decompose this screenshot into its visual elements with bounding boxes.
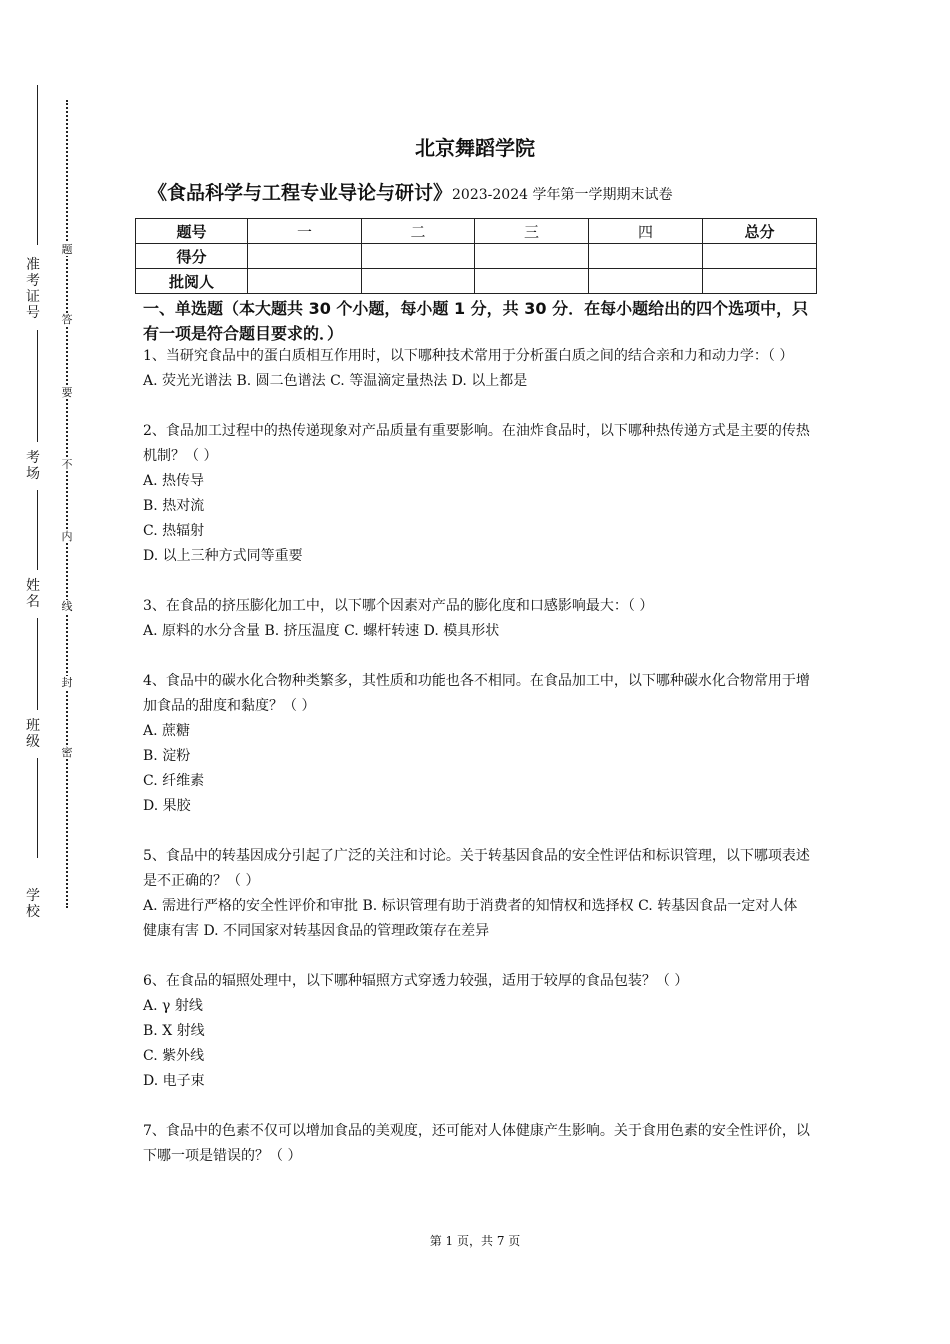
question-option: C. 热辐射 (143, 523, 205, 539)
question-option: A. γ 射线 (143, 998, 203, 1014)
question-option: B. 热对流 (143, 498, 205, 514)
score-row-label: 得分 (136, 244, 248, 269)
seal-char: 线 (61, 600, 73, 613)
binding-rule (37, 758, 38, 858)
school-label: 学校 (26, 888, 40, 920)
question-stem: 7、食品中的色素不仅可以增加食品的美观度，还可能对人体健康产生影响。关于食用色素的安全性评价，以下哪一项是错误的？（ ） (143, 1123, 810, 1164)
binding-rule (37, 85, 38, 245)
question-option: C. 纤维素 (143, 773, 205, 789)
term-label: 2023-2024 学年第一学期期末试卷 (452, 187, 673, 203)
question-stem: 4、食品中的碳水化合物种类繁多，其性质和功能也各不相同。在食品加工中，以下哪种碳水化合物常用于增加食品的甜度和黏度？（ ） (143, 673, 810, 714)
class-label: 班级 (26, 718, 40, 750)
score-table-header: 一 (248, 219, 362, 244)
score-cell[interactable] (589, 244, 703, 269)
question-stem: 6、在食品的辐照处理中，以下哪种辐照方式穿透力较强，适用于较厚的食品包装？（ ） (143, 973, 689, 989)
exam-number-label: 准考证号 (26, 257, 40, 321)
binding-rule (37, 618, 38, 710)
question-options: A. 原料的水分含量 B. 挤压温度 C. 螺杆转速 D. 模具形状 (143, 623, 500, 639)
question-option: B. 淀粉 (143, 748, 191, 764)
grader-cell[interactable] (475, 269, 589, 294)
question-stem: 2、食品加工过程中的热传递现象对产品质量有重要影响。在油炸食品时，以下哪种热传递方式是主要的传热机制？（ ） (143, 423, 810, 464)
exam-title (148, 178, 672, 205)
question-option: D. 果胶 (143, 798, 191, 814)
seal-char: 密 (61, 746, 73, 759)
question-item (143, 969, 811, 1094)
question-option: D. 以上三种方式同等重要 (143, 548, 303, 564)
score-table-header: 题号 (136, 219, 248, 244)
question-stem: 5、食品中的转基因成分引起了广泛的关注和讨论。关于转基因食品的安全性评估和标识管理，以下哪项表述是不正确的？（ ） (143, 848, 810, 889)
school-title: 北京舞蹈学院 (415, 136, 535, 160)
score-table-header: 总分 (703, 219, 817, 244)
question-stem: 1、当研究食品中的蛋白质相互作用时，以下哪种技术常用于分析蛋白质之间的结合亲和力和动力学：（ ） (143, 348, 794, 364)
question-option: A. 热传导 (143, 473, 205, 489)
score-cell[interactable] (475, 244, 589, 269)
question-option: A. 蔗糖 (143, 723, 191, 739)
question-item (143, 844, 811, 944)
course-name: 《食品科学与工程专业导论与研讨》 (148, 182, 453, 204)
question-options: A. 需进行严格的安全性评价和审批 B. 标识管理有助于消费者的知情权和选择权 C. 转基因食品一定对人体健康有害 D. 不同国家对转基因食品的管理政策存在差异 (143, 898, 798, 939)
grader-cell[interactable] (248, 269, 362, 294)
section-heading: 一、单选题（本大题共 30 个小题，每小题 1 分，共 30 分．在每小题给出的四个选项中，只有一项是符合题目要求的．） (143, 299, 809, 343)
score-table-header: 二 (362, 219, 475, 244)
seal-dotted-line (66, 100, 68, 908)
grader-cell[interactable] (362, 269, 475, 294)
question-option: D. 电子束 (143, 1073, 205, 1089)
score-table-header: 四 (589, 219, 703, 244)
score-row (136, 244, 817, 269)
seal-char: 内 (61, 530, 73, 543)
score-cell[interactable] (248, 244, 362, 269)
grader-cell[interactable] (589, 269, 703, 294)
grader-row-label: 批阅人 (136, 269, 248, 294)
question-option: B. X 射线 (143, 1023, 205, 1039)
grader-cell[interactable] (703, 269, 817, 294)
seal-char: 封 (61, 676, 73, 689)
question-item (143, 419, 811, 569)
question-stem: 3、在食品的挤压膨化加工中，以下哪个因素对产品的膨化度和口感影响最大：（ ） (143, 598, 654, 614)
question-item (143, 669, 811, 819)
binding-rule (37, 490, 38, 570)
grader-row (136, 269, 817, 294)
seal-char: 要 (61, 386, 73, 399)
question-item (143, 344, 811, 394)
seal-char: 题 (61, 243, 73, 256)
page-number: 第 1 页，共 7 页 (429, 1234, 521, 1248)
score-cell[interactable] (362, 244, 475, 269)
score-table-header: 三 (475, 219, 589, 244)
exam-room-label: 考场 (26, 450, 40, 482)
question-item (143, 1119, 811, 1169)
question-list (143, 344, 811, 1194)
question-options: A. 荧光光谱法 B. 圆二色谱法 C. 等温滴定量热法 D. 以上都是 (143, 373, 528, 389)
score-cell[interactable] (703, 244, 817, 269)
seal-char: 答 (61, 313, 73, 326)
binding-rule (37, 330, 38, 442)
seal-char: 不 (61, 458, 73, 471)
question-option: C. 紫外线 (143, 1048, 205, 1064)
question-item (143, 594, 811, 644)
student-name-label: 姓名 (26, 578, 40, 610)
score-table-header-row (136, 219, 817, 244)
score-table (135, 218, 817, 294)
